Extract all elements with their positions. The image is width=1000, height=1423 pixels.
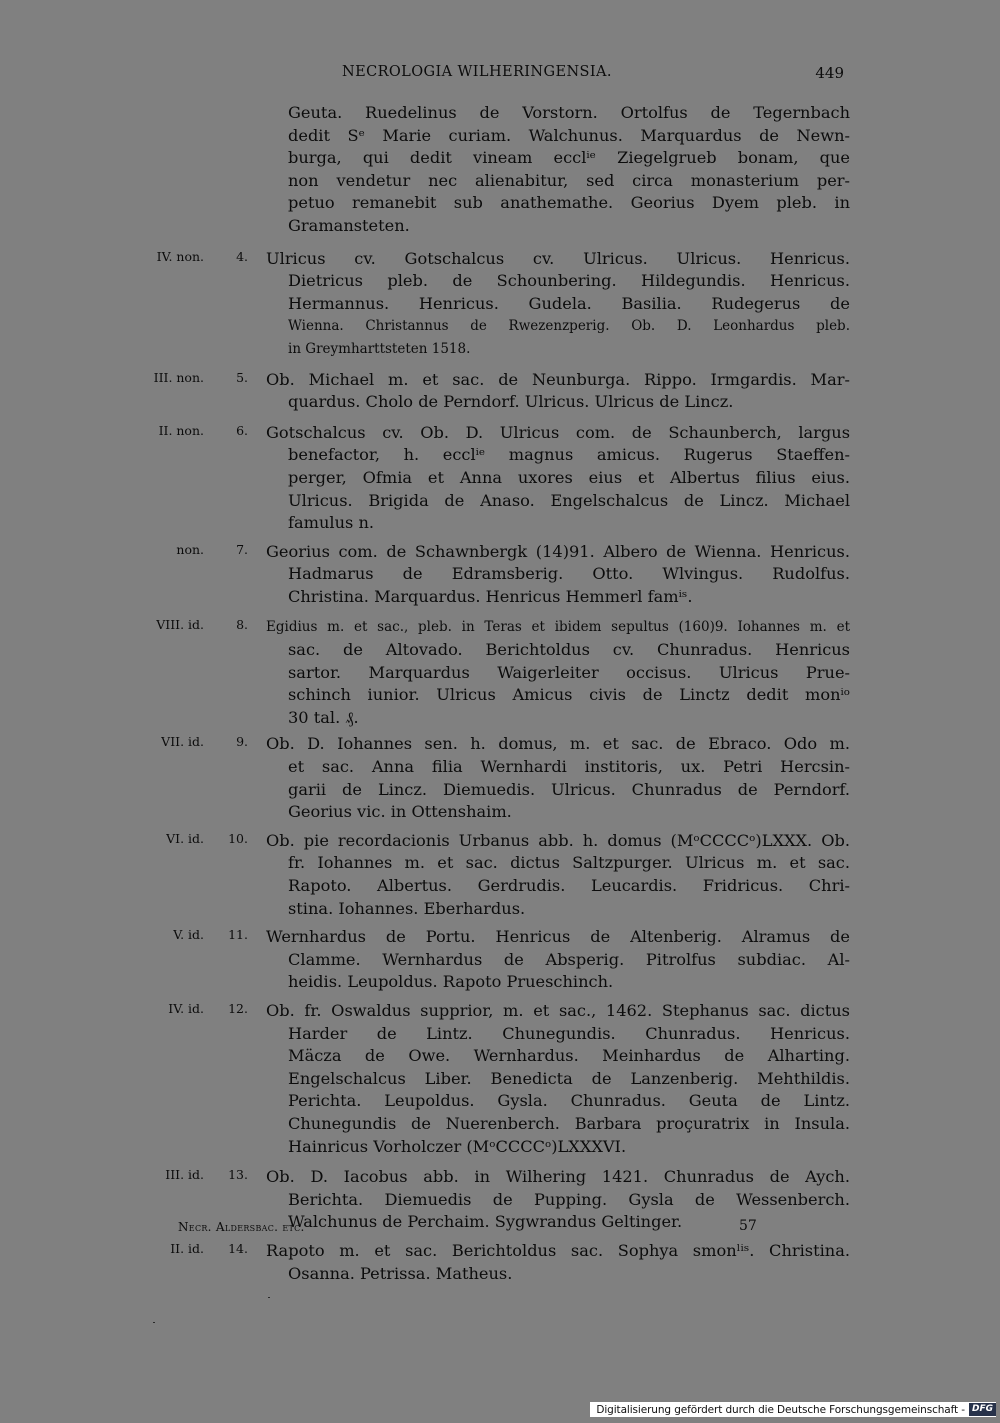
entry-line: Rapoto m. et sac. Berichtoldus sac. Sophya smonˡⁱˢ. Christina. xyxy=(266,1240,850,1260)
entry-date-label: IV. non. xyxy=(156,248,204,264)
entry-text xyxy=(266,422,850,535)
entry-day-number: 6. xyxy=(236,422,248,438)
entry-line: Gramansteten. xyxy=(288,215,410,235)
necrology-entry xyxy=(0,541,1000,609)
necrology-entry xyxy=(0,616,1000,729)
entry-line: stina. Iohannes. Eberhardus. xyxy=(288,898,526,918)
entry-text xyxy=(266,1000,850,1158)
entry-line: Ob. D. Iacobus abb. in Wilhering 1421. Chunradus de Aych. xyxy=(266,1167,850,1187)
entry-text xyxy=(266,248,850,361)
entry-line: Georius com. de Schawnbergk (14)91. Albero de Wienna. Henricus. xyxy=(266,541,850,561)
entry-text xyxy=(266,1166,850,1234)
entry-day-number: 5. xyxy=(236,369,248,385)
necrology-entry xyxy=(0,733,1000,823)
necrology-entry xyxy=(0,830,1000,920)
entry-line: Christina. Marquardus. Henricus Hemmerl famⁱˢ. xyxy=(288,586,693,606)
entry-line: Chunegundis de Nuerenberch. Barbara proçuratrix in Insula. xyxy=(288,1113,850,1133)
entry-text xyxy=(266,369,850,414)
entry-date-label: II. id. xyxy=(170,1240,204,1256)
digitization-credit xyxy=(590,1402,996,1417)
entry-line: Berichta. Diemuedis de Pupping. Gysla de Wessenberch. xyxy=(288,1189,850,1209)
entry-line: sac. de Altovado. Berichtoldus cv. Chunradus. Henricus xyxy=(288,640,850,660)
entry-line: Egidius m. et sac., pleb. in Teras et ibidem sepultus (160)9. Iohannes m. et xyxy=(266,619,850,636)
entry-day-number: 11. xyxy=(228,927,248,943)
entry-line: Clamme. Wernhardus de Absperig. Pitrolfus subdiac. Al- xyxy=(288,949,850,969)
running-header xyxy=(290,64,850,86)
necrology-entries xyxy=(0,102,1000,1285)
entry-date-label: III. id. xyxy=(165,1167,204,1183)
entry-date-label: VII. id. xyxy=(161,734,204,750)
entry-line: famulus n. xyxy=(288,513,375,533)
entry-line: garii de Lincz. Diemuedis. Ulricus. Chunradus de Perndorf. xyxy=(288,779,850,799)
necrology-entry xyxy=(0,926,1000,994)
entry-text xyxy=(266,616,850,729)
entry-date-label: IV. id. xyxy=(168,1000,204,1016)
entry-line: burga, qui dedit vineam ecclⁱᵉ Ziegelgrueb bonam, que xyxy=(288,148,850,168)
entry-day-number: 7. xyxy=(236,541,248,557)
entry-day-number: 14. xyxy=(228,1240,248,1256)
entry-line: Osanna. Petrissa. Matheus. xyxy=(288,1263,513,1283)
entry-line: Walchunus de Perchaim. Sygwrandus Geltinger. xyxy=(288,1212,683,1232)
entry-line: Engelschalcus Liber. Benedicta de Lanzenberig. Mehthildis. xyxy=(288,1068,850,1088)
entry-line: heidis. Leupoldus. Rapoto Prueschinch. xyxy=(288,972,614,992)
entry-line: 30 tal. ₰. xyxy=(288,707,359,727)
entry-line: Georius vic. in Ottenshaim. xyxy=(288,802,512,822)
necrology-entry xyxy=(0,422,1000,535)
scan-speck xyxy=(268,1297,270,1298)
entry-line: Gotschalcus cv. Ob. D. Ulricus com. de Schaunberch, largus xyxy=(266,422,850,442)
entry-date-label: II. non. xyxy=(158,422,204,438)
entry-date-label: V. id. xyxy=(173,927,204,943)
scan-speck xyxy=(153,1322,155,1323)
entry-day-number: 12. xyxy=(228,1000,248,1016)
entry-text xyxy=(266,541,850,609)
entry-line: Perichta. Leupoldus. Gysla. Chunradus. Geuta de Lintz. xyxy=(288,1091,850,1111)
entry-line: Mäcza de Owe. Wernhardus. Meinhardus de Alharting. xyxy=(288,1046,850,1066)
entry-line: et sac. Anna filia Wernhardi institoris, ux. Petri Hercsin- xyxy=(288,757,850,777)
entry-text xyxy=(266,926,850,994)
entry-day-number: 10. xyxy=(228,830,248,846)
entry-line: Hermannus. Henricus. Gudela. Basilia. Rudegerus de xyxy=(288,293,850,313)
page-number: 449 xyxy=(815,64,844,82)
entry-line: schinch iunior. Ulricus Amicus civis de Linctz dedit monⁱᵒ xyxy=(288,685,850,705)
entry-text xyxy=(288,102,850,238)
entry-line: Geuta. Ruedelinus de Vorstorn. Ortolfus de Tegernbach xyxy=(288,103,850,122)
entry-line: Harder de Lintz. Chunegundis. Chunradus. Henricus. xyxy=(288,1023,850,1043)
necrology-entry xyxy=(0,248,1000,361)
entry-line: Rapoto. Albertus. Gerdrudis. Leucardis. Fridricus. Chri- xyxy=(288,876,850,895)
entry-line: sartor. Marquardus Waigerleiter occisus. Ulricus Prue- xyxy=(288,662,850,682)
entry-line: Ulricus. Brigida de Anaso. Engelschalcus de Lincz. Michael xyxy=(288,490,850,510)
entry-line: perger, Ofmia et Anna uxores eius et Albertus filius eius. xyxy=(288,467,850,487)
entry-line: Ob. fr. Oswaldus supprior, m. et sac., 1462. Stephanus sac. dictus xyxy=(266,1000,850,1020)
signature-number: 57 xyxy=(739,1218,757,1234)
entry-line: Dietricus pleb. de Schounbering. Hildegundis. Henricus. xyxy=(288,271,850,291)
entry-line: dedit Sᵉ Marie curiam. Walchunus. Marquardus de Newn- xyxy=(288,125,850,145)
entry-day-number: 9. xyxy=(236,734,248,750)
entry-line: benefactor, h. ecclⁱᵉ magnus amicus. Rugerus Staeffen- xyxy=(288,445,850,465)
entry-date-label: VI. id. xyxy=(166,830,204,846)
entry-text xyxy=(266,1240,850,1285)
entry-line: Ob. Michael m. et sac. de Neunburga. Rippo. Irmgardis. Mar- xyxy=(266,369,850,389)
necrology-entry xyxy=(0,369,1000,414)
credit-text: Digitalisierung gefördert durch die Deutsche Forschungsgemeinschaft - xyxy=(596,1403,965,1416)
entry-day-number: 13. xyxy=(228,1167,248,1183)
entry-line: quardus. Cholo de Perndorf. Ulricus. Ulricus de Lincz. xyxy=(288,392,734,412)
entry-line: Ob. D. Iohannes sen. h. domus, m. et sac. de Ebraco. Odo m. xyxy=(266,734,850,754)
entry-line: non vendetur nec alienabitur, sed circa monasterium per- xyxy=(288,170,850,190)
entry-text xyxy=(266,830,850,920)
entry-date-label: III. non. xyxy=(153,369,204,385)
entry-line: Wienna. Christannus de Rwezenzperig. Ob. D. Leonhardus pleb. xyxy=(288,318,850,335)
entry-line: fr. Iohannes m. et sac. dictus Saltzpurger. Ulricus m. et sac. xyxy=(288,853,850,873)
entry-line: Hainricus Vorholczer (MᵒCCCCᵒ)LXXXVI. xyxy=(288,1136,627,1156)
entry-date-label: non. xyxy=(176,541,204,557)
necrology-entry xyxy=(0,1240,1000,1285)
entry-line: Wernhardus de Portu. Henricus de Altenberig. Alramus de xyxy=(266,927,850,947)
entry-text xyxy=(266,733,850,823)
necrology-entry xyxy=(0,1166,1000,1234)
entry-line: in Greymharttsteten 1518. xyxy=(288,340,471,357)
entry-day-number: 8. xyxy=(236,617,248,633)
entry-line: Ob. pie recordacionis Urbanus abb. h. domus (MᵒCCCCᵒ)LXXX. Ob. xyxy=(266,830,850,850)
entry-date-label: VIII. id. xyxy=(156,617,204,633)
dfg-logo: DFG xyxy=(969,1403,996,1416)
entry-day-number: 4. xyxy=(236,248,248,264)
necrology-entry xyxy=(0,102,1000,238)
entry-line: petuo remanebit sub anathemathe. Georius Dyem pleb. in xyxy=(288,193,850,213)
entry-line: Ulricus cv. Gotschalcus cv. Ulricus. Ulricus. Henricus. xyxy=(266,248,850,268)
signature-mark: Necr. Aldersbac. etc. xyxy=(178,1220,305,1234)
running-title: NECROLOGIA WILHERINGENSIA. xyxy=(342,64,612,80)
necrology-entry xyxy=(0,1000,1000,1158)
entry-line: Hadmarus de Edramsberig. Otto. Wlvingus. Rudolfus. xyxy=(288,564,850,584)
